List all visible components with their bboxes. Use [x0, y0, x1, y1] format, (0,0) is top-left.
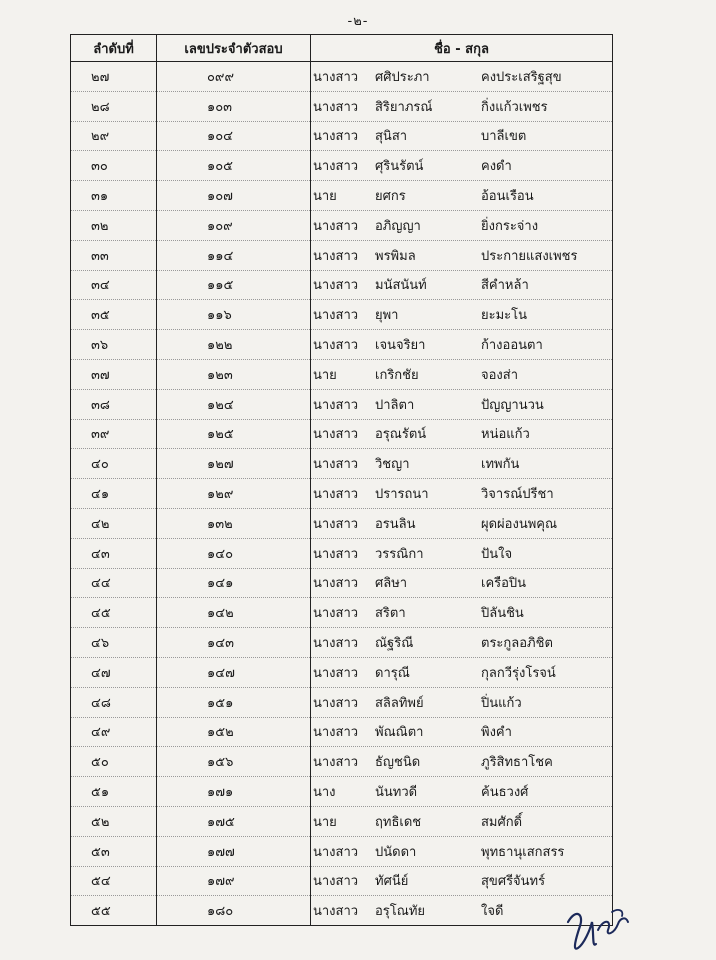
first-name: อรนลิน [375, 516, 416, 532]
cell-seq: ๕๐ [71, 747, 157, 777]
cell-seq: ๔๒ [71, 508, 157, 538]
first-name: สุนิสา [375, 129, 408, 145]
name-group [313, 692, 612, 713]
cell-exam-id: ๑๐๔ [157, 121, 311, 151]
header-seq: ลำดับที่ [71, 35, 157, 62]
table-row [71, 389, 613, 419]
table-row [71, 628, 613, 658]
cell-name [311, 628, 613, 658]
cell-seq: ๒๘ [71, 91, 157, 121]
cell-name [311, 121, 613, 151]
name-group [313, 870, 612, 891]
last-name: ใจดี [481, 904, 504, 920]
cell-name [311, 538, 613, 568]
cell-seq: ๔๘ [71, 687, 157, 717]
cell-exam-id: ๑๗๑ [157, 777, 311, 807]
table-row [71, 806, 613, 836]
cell-exam-id: ๑๘๐ [157, 896, 311, 926]
cell-exam-id: ๑๑๖ [157, 300, 311, 330]
name-group [313, 721, 612, 742]
cell-name [311, 330, 613, 360]
first-name: วรรณิกา [375, 546, 424, 562]
first-name: ทัศนีย์ [375, 874, 409, 890]
name-prefix: นางสาว [313, 308, 359, 324]
first-name: ศศิประภา [375, 69, 430, 85]
table-row [71, 121, 613, 151]
cell-name [311, 777, 613, 807]
name-prefix: นางสาว [313, 129, 359, 145]
cell-name [311, 419, 613, 449]
cell-exam-id: ๑๒๔ [157, 389, 311, 419]
cell-name [311, 568, 613, 598]
cell-name [311, 91, 613, 121]
name-prefix: นางสาว [313, 874, 359, 890]
last-name: สมศักดิ์ [481, 814, 523, 830]
table-row [71, 270, 613, 300]
cell-seq: ๓๒ [71, 210, 157, 240]
cell-seq: ๕๒ [71, 806, 157, 836]
first-name: พรพิมล [375, 248, 416, 264]
name-group [313, 602, 612, 623]
table-header-row [71, 35, 613, 62]
cell-name [311, 359, 613, 389]
last-name: ยะมะโน [481, 308, 528, 324]
last-name: วิจารณ์ปรีชา [481, 487, 554, 503]
cell-seq: ๒๗ [71, 62, 157, 92]
cell-exam-id: ๑๒๕ [157, 419, 311, 449]
name-prefix: นางสาว [313, 636, 359, 652]
name-group [313, 96, 612, 117]
last-name: สีคำหล้า [481, 278, 529, 294]
cell-name [311, 270, 613, 300]
first-name: อรุโณทัย [375, 904, 426, 920]
first-name: สริตา [375, 606, 406, 622]
cell-name [311, 449, 613, 479]
first-name: ยุพา [375, 308, 399, 324]
last-name: หน่อแก้ว [481, 427, 530, 443]
cell-exam-id: ๑๑๕ [157, 270, 311, 300]
table-row [71, 91, 613, 121]
table-row [71, 419, 613, 449]
name-prefix: นางสาว [313, 844, 359, 860]
table-row [71, 181, 613, 211]
cell-exam-id: ๑๕๖ [157, 747, 311, 777]
cell-seq: ๔๕ [71, 598, 157, 628]
cell-exam-id: ๑๓๒ [157, 508, 311, 538]
name-prefix: นางสาว [313, 725, 359, 741]
last-name: สุขศรีจันทร์ [481, 874, 546, 890]
last-name: บาลีเขต [481, 129, 527, 145]
cell-seq: ๕๔ [71, 866, 157, 896]
last-name: ค้นธวงศ์ [481, 785, 529, 801]
cell-name [311, 598, 613, 628]
cell-exam-id: ๑๗๙ [157, 866, 311, 896]
cell-seq: ๔๗ [71, 657, 157, 687]
first-name: ฤทธิเดช [375, 814, 422, 830]
name-group [313, 155, 612, 176]
name-group [313, 125, 612, 146]
table-row [71, 449, 613, 479]
last-name: ก้างออนตา [481, 338, 543, 354]
table-row [71, 330, 613, 360]
table-row [71, 836, 613, 866]
name-group [313, 185, 612, 206]
cell-name [311, 717, 613, 747]
first-name: เกริกชัย [375, 367, 419, 383]
cell-seq: ๓๑ [71, 181, 157, 211]
name-group [313, 483, 612, 504]
cell-name [311, 62, 613, 92]
cell-exam-id: ๑๔๓ [157, 628, 311, 658]
last-name: ประกายแสงเพชร [481, 248, 578, 264]
first-name: ยศกร [375, 189, 406, 205]
first-name: มนัสนันท์ [375, 278, 427, 294]
cell-exam-id: ๑๔๐ [157, 538, 311, 568]
name-prefix: นางสาว [313, 69, 359, 85]
cell-exam-id: ๑๒๒ [157, 330, 311, 360]
name-prefix: นางสาว [313, 159, 359, 175]
cell-seq: ๔๖ [71, 628, 157, 658]
signature-mark [562, 900, 634, 955]
name-prefix: นางสาว [313, 99, 359, 115]
cell-exam-id: ๐๙๙ [157, 62, 311, 92]
first-name: ศุรินรัตน์ [375, 159, 424, 175]
cell-name [311, 806, 613, 836]
name-prefix: นางสาว [313, 546, 359, 562]
cell-exam-id: ๑๔๒ [157, 598, 311, 628]
table-row [71, 479, 613, 509]
cell-seq: ๕๑ [71, 777, 157, 807]
cell-name [311, 657, 613, 687]
cell-seq: ๔๐ [71, 449, 157, 479]
cell-exam-id: ๑๐๕ [157, 151, 311, 181]
cell-name [311, 389, 613, 419]
name-group [313, 394, 612, 415]
last-name: ตระกูลอภิชิต [481, 636, 553, 652]
name-prefix: นางสาว [313, 904, 359, 920]
cell-seq: ๓๘ [71, 389, 157, 419]
last-name: ปิ่นแก้ว [481, 695, 522, 711]
name-group [313, 662, 612, 683]
cell-seq: ๓๔ [71, 270, 157, 300]
cell-name [311, 508, 613, 538]
last-name: เทพกัน [481, 457, 520, 473]
name-prefix: นางสาว [313, 427, 359, 443]
cell-exam-id: ๑๗๗ [157, 836, 311, 866]
cell-name [311, 300, 613, 330]
cell-exam-id: ๑๗๕ [157, 806, 311, 836]
last-name: อ้อนเรือน [481, 189, 534, 205]
cell-name [311, 240, 613, 270]
first-name: ศลิษา [375, 576, 408, 592]
name-prefix: นางสาว [313, 278, 359, 294]
cell-seq: ๔๓ [71, 538, 157, 568]
last-name: ปันใจ [481, 546, 513, 562]
cell-exam-id: ๑๑๔ [157, 240, 311, 270]
cell-exam-id: ๑๐๙ [157, 210, 311, 240]
page-number: -๒- [347, 14, 369, 29]
table-row [71, 777, 613, 807]
name-group [313, 781, 612, 802]
cell-exam-id: ๑๒๓ [157, 359, 311, 389]
name-group [313, 751, 612, 772]
header-name: ชื่อ - สกุล [311, 35, 613, 62]
cell-seq: ๓๙ [71, 419, 157, 449]
name-prefix: นางสาว [313, 338, 359, 354]
table-row [71, 657, 613, 687]
name-group [313, 513, 612, 534]
table-row [71, 508, 613, 538]
cell-seq: ๓๐ [71, 151, 157, 181]
name-group [313, 66, 612, 87]
first-name: นันทวดี [375, 785, 418, 801]
name-group [313, 423, 612, 444]
name-group [313, 304, 612, 325]
cell-name [311, 210, 613, 240]
cell-exam-id: ๑๐๓ [157, 91, 311, 121]
last-name: ภูริสิทธาโชค [481, 755, 553, 771]
cell-seq: ๒๙ [71, 121, 157, 151]
cell-exam-id: ๑๔๑ [157, 568, 311, 598]
table-row [71, 896, 613, 926]
last-name: จองส่า [481, 367, 519, 383]
table-row [71, 359, 613, 389]
name-group [313, 334, 612, 355]
table-row [71, 151, 613, 181]
table-row [71, 62, 613, 92]
last-name: คงประเสริฐสุข [481, 69, 562, 85]
cell-exam-id: ๑๒๗ [157, 449, 311, 479]
name-prefix: นางสาว [313, 755, 359, 771]
name-prefix: นางสาว [313, 606, 359, 622]
first-name: อรุณรัตน์ [375, 427, 427, 443]
name-prefix: นางสาว [313, 248, 359, 264]
last-name: ผุดผ่องนพคุณ [481, 516, 558, 532]
first-name: เจนจริยา [375, 338, 426, 354]
name-group [313, 811, 612, 832]
first-name: ปนัดดา [375, 844, 417, 860]
name-group [313, 632, 612, 653]
last-name: เครือปิน [481, 576, 527, 592]
table-row [71, 210, 613, 240]
name-prefix: นางสาว [313, 397, 359, 413]
name-group [313, 841, 612, 862]
first-name: วิชญา [375, 457, 410, 473]
last-name: กิ่งแก้วเพชร [481, 99, 548, 115]
name-group [313, 274, 612, 295]
cell-seq: ๔๔ [71, 568, 157, 598]
name-prefix: นาย [313, 814, 337, 830]
first-name: สลิลทิพย์ [375, 695, 424, 711]
last-name: พุทธานุเสกสรร [481, 844, 565, 860]
name-group [313, 245, 612, 266]
first-name: ปรารถนา [375, 487, 429, 503]
table-row [71, 687, 613, 717]
table-row [71, 538, 613, 568]
table-row [71, 598, 613, 628]
last-name: พิงคำ [481, 725, 512, 741]
table-row [71, 568, 613, 598]
cell-seq: ๔๙ [71, 717, 157, 747]
cell-name [311, 747, 613, 777]
cell-seq: ๓๖ [71, 330, 157, 360]
table-row [71, 240, 613, 270]
cell-seq: ๕๕ [71, 896, 157, 926]
last-name: ยิ่งกระจ่าง [481, 218, 539, 234]
name-group [313, 572, 612, 593]
cell-name [311, 181, 613, 211]
cell-name [311, 836, 613, 866]
cell-seq: ๓๗ [71, 359, 157, 389]
cell-exam-id: ๑๕๑ [157, 687, 311, 717]
name-prefix: นางสาว [313, 457, 359, 473]
name-prefix: นางสาว [313, 218, 359, 234]
name-prefix: นางสาว [313, 576, 359, 592]
cell-exam-id: ๑๔๗ [157, 657, 311, 687]
cell-seq: ๓๓ [71, 240, 157, 270]
table-row [71, 300, 613, 330]
first-name: ธัญชนิด [375, 755, 421, 771]
first-name: อภิญญา [375, 218, 421, 234]
first-name: ณัฐริณี [375, 636, 414, 652]
name-group [313, 215, 612, 236]
cell-exam-id: ๑๕๒ [157, 717, 311, 747]
cell-name [311, 866, 613, 896]
name-prefix: นาย [313, 367, 337, 383]
cell-seq: ๕๓ [71, 836, 157, 866]
name-prefix: นาย [313, 189, 337, 205]
name-prefix: นาง [313, 785, 336, 801]
first-name: ดารุณี [375, 665, 410, 681]
name-prefix: นางสาว [313, 695, 359, 711]
cell-seq: ๔๑ [71, 479, 157, 509]
cell-exam-id: ๑๐๗ [157, 181, 311, 211]
name-prefix: นางสาว [313, 665, 359, 681]
name-prefix: นางสาว [313, 516, 359, 532]
table-row [71, 747, 613, 777]
first-name: ปาลิตา [375, 397, 415, 413]
name-group [313, 364, 612, 385]
cell-name [311, 151, 613, 181]
name-prefix: นางสาว [313, 487, 359, 503]
table-row [71, 866, 613, 896]
header-exam-id: เลขประจำตัวสอบ [157, 35, 311, 62]
cell-name [311, 479, 613, 509]
cell-seq: ๓๕ [71, 300, 157, 330]
candidate-table [70, 34, 613, 926]
name-group [313, 543, 612, 564]
last-name: กุลกวีรุ่งโรจน์ [481, 665, 556, 681]
last-name: ปิลันชิน [481, 606, 524, 622]
last-name: ปัญญานวน [481, 397, 544, 413]
first-name: พัณณิตา [375, 725, 424, 741]
table-row [71, 717, 613, 747]
cell-exam-id: ๑๒๙ [157, 479, 311, 509]
name-group [313, 453, 612, 474]
cell-name [311, 687, 613, 717]
first-name: สิริยาภรณ์ [375, 99, 433, 115]
last-name: คงดำ [481, 159, 512, 175]
